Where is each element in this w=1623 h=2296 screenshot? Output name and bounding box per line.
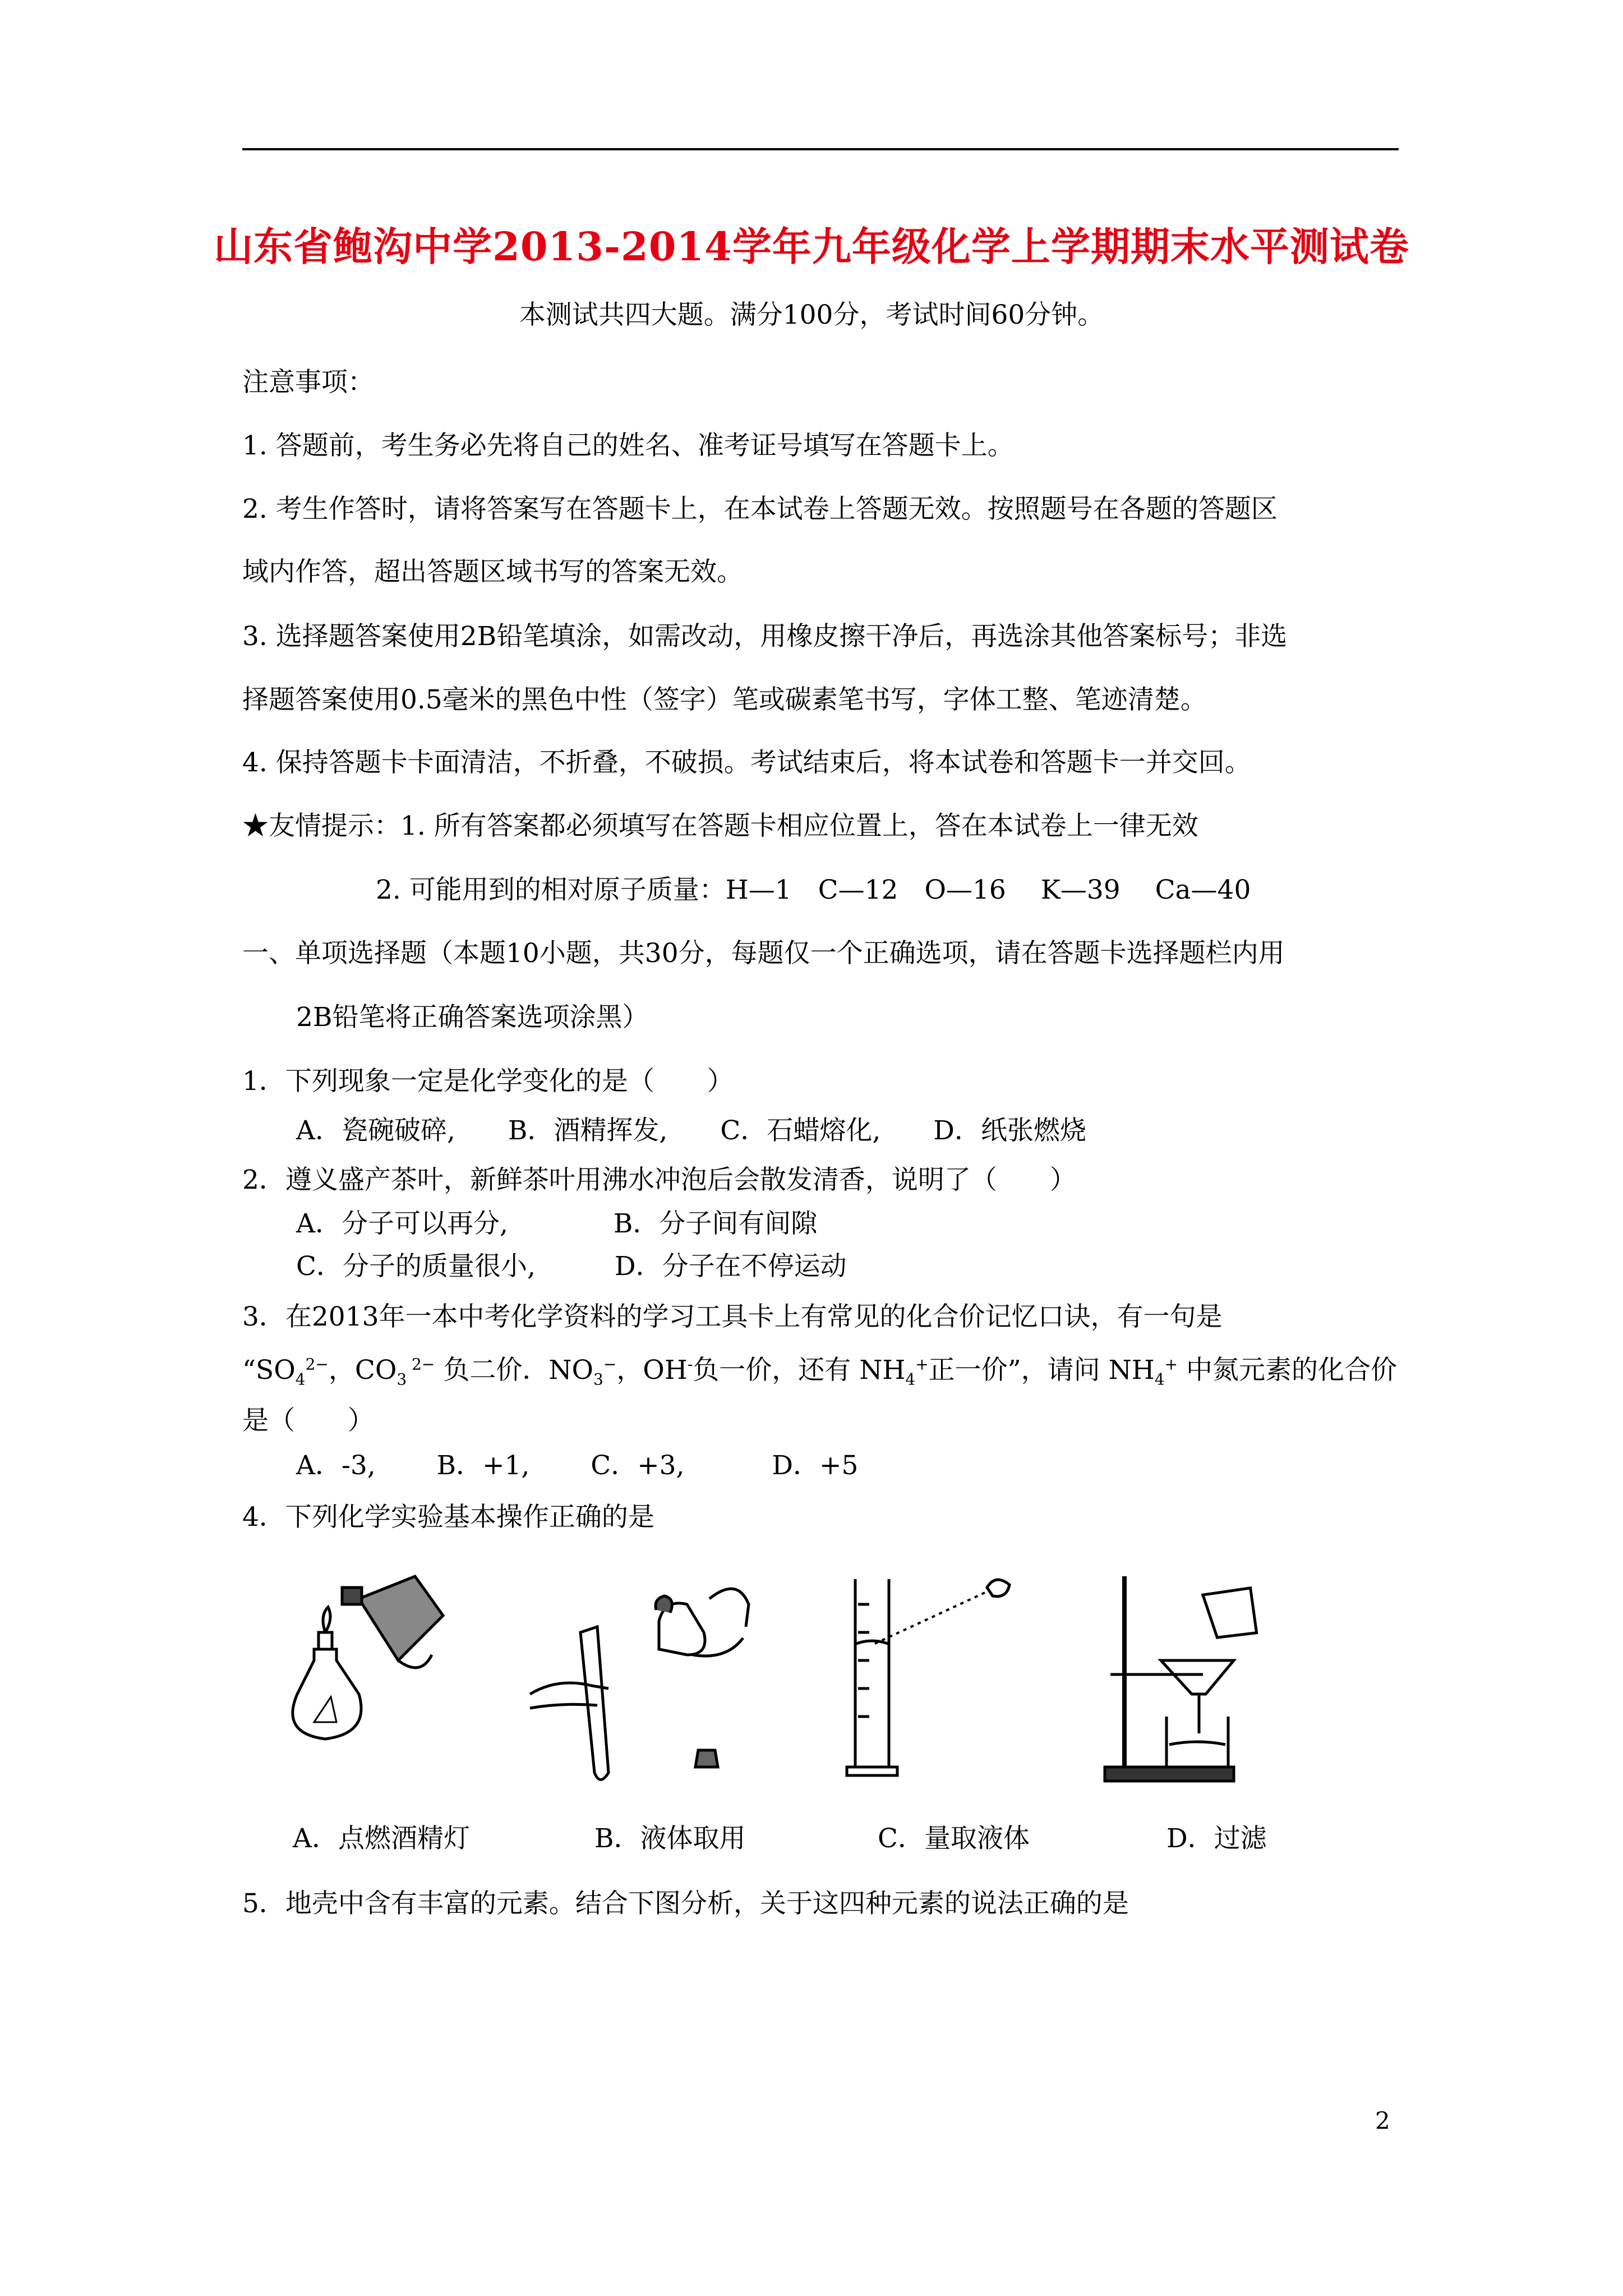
- q3-oh: ，OH: [616, 1355, 688, 1386]
- figure-a-alcohol-lamp: [275, 1565, 465, 1795]
- figure-d-filtration: [1099, 1565, 1284, 1795]
- exam-subtitle: 本测试共四大题。满分100分，考试时间60分钟。: [519, 300, 1104, 330]
- section-1-heading-line-1: 一、单项选择题（本题10小题，共30分，每题仅一个正确选项，请在答题卡选择题栏内用: [242, 938, 1285, 969]
- question-3-stem-line-1: 3．在2013年一本中考化学资料的学习工具卡上有常见的化合价记忆口诀，有一句是: [242, 1301, 1223, 1332]
- question-4-stem: 4．下列化学实验基本操作正确的是: [242, 1502, 654, 1533]
- q3-co3: ，CO: [328, 1355, 397, 1386]
- note-3-line-1: 3. 选择题答案使用2B铅笔填涂，如需改动，用橡皮擦干净后，再选涂其他答案标号；非选: [242, 621, 1288, 652]
- q3-oh-superscript: -: [687, 1355, 693, 1374]
- friendly-tip-1: ★友情提示：1. 所有答案都必须填写在答题卡相应位置上，答在本试卷上一律无效: [242, 811, 1198, 841]
- q3-so4-superscript: 2−: [305, 1355, 329, 1374]
- header-rule: [242, 148, 1399, 150]
- note-1: 1. 答题前，考生务必先将自己的姓名、准考证号填写在答题卡上。: [242, 430, 1014, 461]
- figure-d-label: D．过滤: [1166, 1823, 1267, 1854]
- note-2-line-1: 2. 考生作答时，请将答案写在答题卡上，在本试卷上答题无效。按照题号在各题的答题区: [242, 494, 1278, 524]
- section-1-heading-line-2: 2B铅笔将正确答案选项涂黑）: [296, 1002, 649, 1033]
- exam-title: 山东省鲍沟中学2013-2014学年九年级化学上学期期末水平测试卷: [214, 223, 1409, 270]
- q3-nh4-superscript: +: [915, 1355, 929, 1374]
- q3-so4-subscript: 4: [295, 1370, 306, 1389]
- q3-co3-subscript: 3: [396, 1370, 407, 1389]
- q3-text-4: 中氮元素的化合价: [1178, 1355, 1397, 1386]
- question-2-stem: 2．遵义盛产茶叶，新鲜茶叶用沸水冲泡后会散发清香，说明了（ ）: [242, 1165, 1076, 1195]
- notes-heading: 注意事项：: [242, 367, 374, 398]
- q3-no3-superscript: −: [603, 1355, 617, 1374]
- note-3-line-2: 择题答案使用0.5毫米的黑色中性（签字）笔或碳素笔书写，字体工整、笔迹清楚。: [242, 684, 1207, 715]
- figure-a-label: A．点燃酒精灯: [293, 1823, 470, 1854]
- question-1-options: A．瓷碗破碎, B．酒精挥发, C．石蜡熔化, D．纸张燃烧: [296, 1115, 1086, 1146]
- q3-nh4b-superscript: +: [1164, 1355, 1178, 1374]
- q3-no3-subscript: 3: [593, 1370, 603, 1389]
- q3-nh4-subscript: 4: [905, 1370, 916, 1389]
- figure-c-label: C．量取液体: [878, 1823, 1030, 1854]
- figure-b-liquid-pouring: [524, 1565, 760, 1795]
- question-2-options-ab: A．分子可以再分, B．分子间有间隙: [296, 1208, 818, 1239]
- friendly-tip-2: 2. 可能用到的相对原子质量：H—1 C—12 O—16 K—39 Ca—40: [376, 875, 1251, 905]
- question-2-options-cd: C．分子的质量很小, D．分子在不停运动: [296, 1251, 847, 1282]
- question-1-stem: 1．下列现象一定是化学变化的是（ ）: [242, 1066, 734, 1097]
- note-2-line-2: 域内作答，超出答题区域书写的答案无效。: [242, 556, 743, 587]
- q3-text-2: 负一价，还有 NH: [693, 1355, 906, 1386]
- note-4: 4. 保持答题卡卡面清洁，不折叠，不破损。考试结束后，将本试卷和答题卡一并交回。: [242, 747, 1251, 778]
- question-3-stem-line-3: 是（ ）: [242, 1405, 374, 1436]
- figure-b-label: B．液体取用: [594, 1823, 746, 1854]
- q3-quote-so4: “SO: [242, 1355, 296, 1386]
- q3-text-1: 负二价．NO: [435, 1355, 593, 1386]
- q3-co3-superscript: 2−: [407, 1355, 435, 1374]
- figure-c-graduated-cylinder: [844, 1565, 1029, 1795]
- question-3-options: A．-3, B．+1, C．+3, D．+5: [296, 1450, 859, 1481]
- question-3-stem-line-2: [242, 1354, 1397, 1387]
- page-number: 2: [1375, 2107, 1390, 2134]
- question-5-stem: 5．地壳中含有丰富的元素。结合下图分析，关于这四种元素的说法正确的是: [242, 1888, 1129, 1919]
- q3-text-3: 正一价”，请问 NH: [928, 1355, 1155, 1386]
- q3-nh4b-subscript: 4: [1154, 1370, 1165, 1389]
